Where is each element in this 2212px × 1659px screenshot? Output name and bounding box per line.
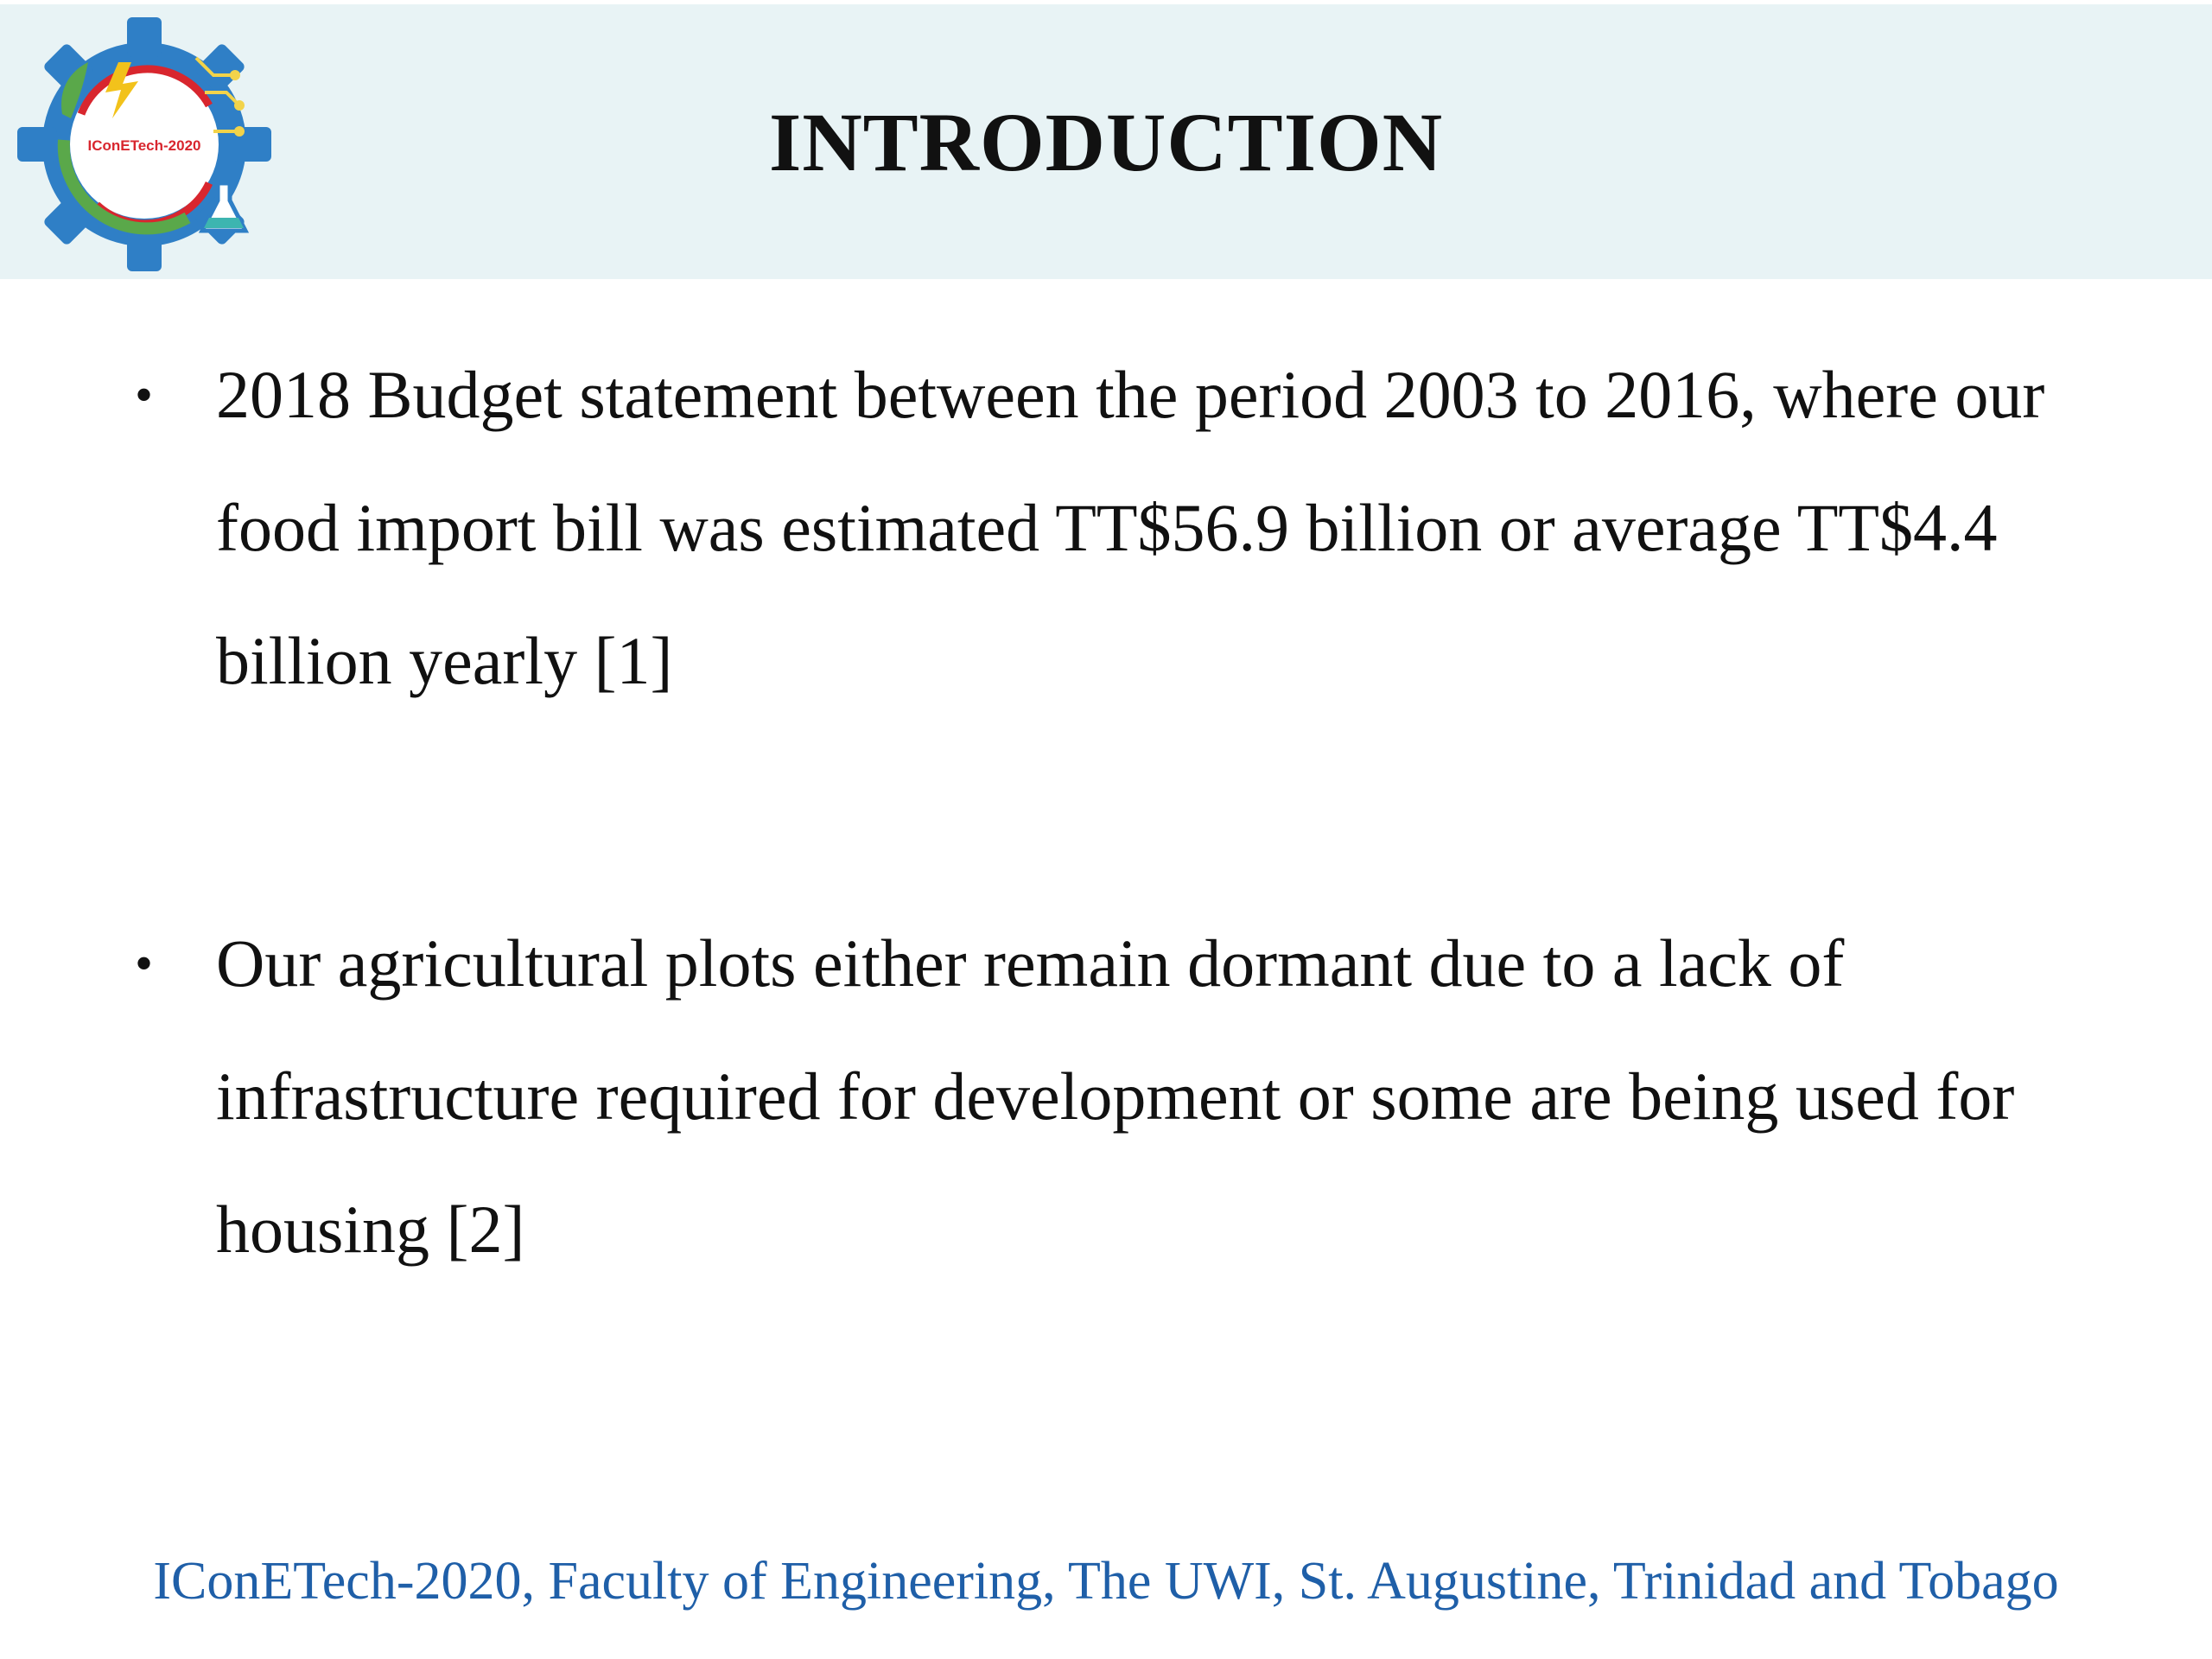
bullet-icon: • [135, 935, 154, 992]
list-item [130, 328, 2117, 728]
bullet-text: Our agricultural plots either remain dormant due to a lack of infrastructure required for development or some are being used for housing [2] [216, 925, 2015, 1267]
page-title-text: INTRODUCTION [768, 96, 1444, 188]
bullet-list [130, 328, 2117, 1296]
logo-text: IConETech-2020 [87, 137, 201, 154]
bullet-icon: • [135, 366, 154, 423]
footer-text: IConETech-2020, Faculty of Engineering, The UWI, St. Augustine, Trinidad and Tobago [153, 1552, 2059, 1611]
bullet-text: 2018 Budget statement between the period 2003 to 2016, where our food import bill was estimated TT$56.9 billion or average TT$4.4 billion yearly [1] [216, 357, 2045, 698]
footer [0, 1547, 2212, 1616]
page-title [0, 95, 2212, 190]
list-item [130, 897, 2117, 1296]
